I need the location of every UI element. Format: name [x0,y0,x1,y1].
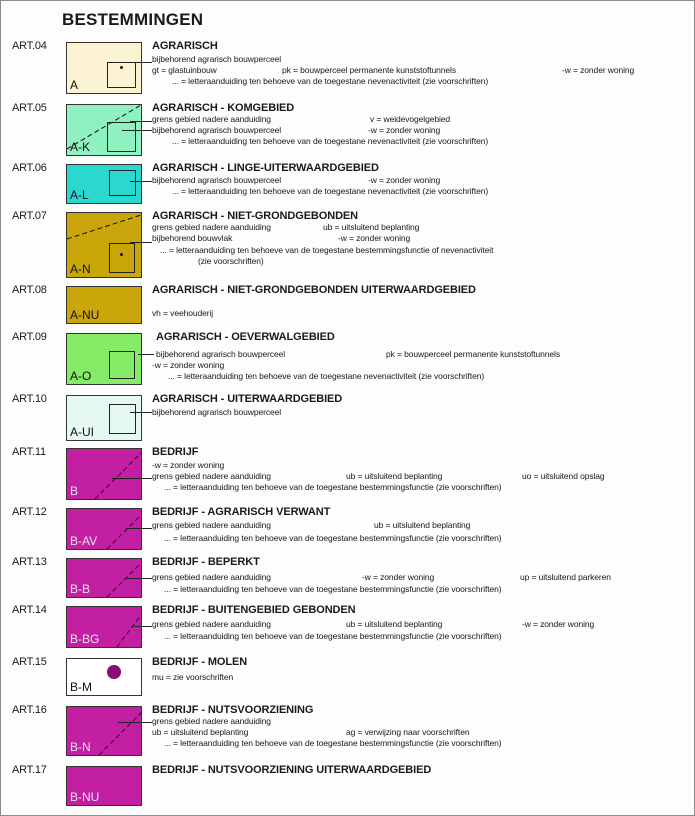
legend-line: pk = bouwperceel permanente kunststoftunnels [282,65,456,75]
zone-code: B-N [70,740,91,754]
zone-swatch [66,658,142,696]
zone-code: A-NU [70,308,100,322]
article-number: ART.16 [12,704,47,716]
zone-code: B-M [70,680,92,694]
bouwvlak-dot [120,253,123,256]
zone-heading: BEDRIJF [152,446,199,458]
legend-line: grens gebied nadere aanduiding [152,572,271,582]
zone-code: A-N [70,262,91,276]
leader-line [112,478,152,479]
legend-line: -w = zonder woning [368,175,441,185]
zone-heading: AGRARISCH - LINGE-UITERWAARDGEBIED [152,162,379,174]
zone-heading: BEDRIJF - BEPERKT [152,556,260,568]
legend-line: ... = letteraanduiding ten behoeve van de toegestane bestemmingsfunctie (zie voorschriften) [164,631,502,641]
zone-heading: AGRARISCH - NIET-GRONDGEBONDEN [152,210,359,222]
zone-heading: AGRARISCH - OEVERWALGEBIED [156,331,335,343]
legend-line: ub = uitsluitend beplanting [346,619,443,629]
legend-title: BESTEMMINGEN [62,10,204,29]
article-number: ART.12 [12,506,47,518]
article-number: ART.09 [12,331,47,343]
zone-swatch [66,448,142,500]
legend-line: ... = letteraanduiding ten behoeve van de toegestane bestemmingsfunctie (zie voorschriften) [164,738,502,748]
bouwperceel-symbol [107,122,136,152]
zone-code: B-AV [70,534,98,548]
leader-line [122,62,152,63]
legend-line: bijbehorend agrarisch bouwperceel [152,175,282,185]
zone-heading: AGRARISCH [152,40,218,52]
leader-line [118,722,152,723]
legend-line: ... = letteraanduiding ten behoeve van de toegestane nevenactiviteit (zie voorschriften) [168,371,485,381]
article-number: ART.06 [12,162,47,174]
legend-line: ... = letteraanduiding ten behoeve van de toegestane bestemmingsfunctie of nevenactiviteit [160,245,494,255]
legend-line: -w = zonder woning [522,619,595,629]
legend-line: grens gebied nadere aanduiding [152,222,271,232]
legend-line: -w = zonder woning [152,460,225,470]
zone-code: B-NU [70,790,100,804]
article-number: ART.07 [12,210,47,222]
article-number: ART.15 [12,656,47,668]
zone-code: B [70,484,79,498]
legend-line: ... = letteraanduiding ten behoeve van de toegestane bestemmingsfunctie (zie voorschriften) [164,482,502,492]
leader-line [130,121,152,122]
windmill-dot-icon [107,665,121,679]
legend-line: ... = letteraanduiding ten behoeve van de toegestane nevenactiviteit (zie voorschriften) [172,76,489,86]
article-number: ART.11 [12,446,46,458]
article-number: ART.13 [12,556,47,568]
legend-line: gt = glastuinbouw [152,65,217,75]
legend-line: ... = letteraanduiding ten behoeve van de toegestane bestemmingsfunctie (zie voorschriften) [164,584,502,594]
zone-heading: BEDRIJF - NUTSVOORZIENING UITERWAARDGEBIED [152,764,432,776]
zone-code: A [70,78,79,92]
legend-line: -w = zonder woning [152,360,225,370]
legend-line: ag = verwijzing naar voorschriften [346,727,470,737]
zone-code: B-B [70,582,91,596]
article-number: ART.04 [12,40,47,52]
leader-line [126,528,152,529]
leader-line [130,181,152,182]
legend-line: ub = uitsluitend beplanting [323,222,420,232]
zone-code: A-UI [70,425,94,439]
legend-line: grens gebied nadere aanduiding [152,716,271,726]
zone-code: B-BG [70,632,100,646]
legend-line: -w = zonder woning [362,572,435,582]
legend-line: vh = veehouderij [152,308,214,318]
article-number: ART.17 [12,764,47,776]
zone-heading: AGRARISCH - KOMGEBIED [152,102,295,114]
bouwperceel-dot [120,66,123,69]
zone-code: A-K [70,140,91,154]
zone-code: A-O [70,369,92,383]
legend-line: grens gebied nadere aanduiding [152,619,271,629]
legend-line: grens gebied nadere aanduiding [152,471,271,481]
zone-swatch [66,286,142,324]
legend-line: mu = zie voorschriften [152,672,234,682]
bouwvlak-symbol [109,243,135,273]
bouwperceel-symbol [109,351,135,379]
article-number: ART.14 [12,604,47,616]
bouwperceel-symbol [109,170,136,196]
legend-line: ub = uitsluitend beplanting [152,727,249,737]
zone-swatch [66,212,142,278]
zone-swatch [66,395,142,441]
legend-line: -w = zonder woning [368,125,441,135]
zone-swatch [66,706,142,756]
leader-line [126,578,152,579]
legend-line: bijbehorend agrarisch bouwperceel [156,349,286,359]
zone-heading: AGRARISCH - NIET-GRONDGEBONDEN UITERWAARDGEBIED [152,284,476,296]
legend-line: up = uitsluitend parkeren [520,572,611,582]
legend-line: bijbehorend agrarisch bouwperceel [152,125,282,135]
leader-line [130,412,152,413]
zone-heading: BEDRIJF - NUTSVOORZIENING [152,704,314,716]
legend-line: v = weidevogelgebied [370,114,450,124]
zone-swatch [66,164,142,204]
legend-line: grens gebied nadere aanduiding [152,520,271,530]
leader-line [138,354,154,355]
leader-line [130,242,152,243]
legend-line: ... = letteraanduiding ten behoeve van de toegestane bestemmingsfunctie (zie voorschriften) [164,533,502,543]
article-number: ART.08 [12,284,47,296]
zone-swatch [66,766,142,806]
zone-heading: AGRARISCH - UITERWAARDGEBIED [152,393,343,405]
article-number: ART.05 [12,102,47,114]
legend-line: ub = uitsluitend beplanting [374,520,471,530]
legend-line: -w = zonder woning [562,65,635,75]
legend-line: ... = letteraanduiding ten behoeve van de toegestane nevenactiviteit (zie voorschriften) [172,186,489,196]
legend-line: ub = uitsluitend beplanting [346,471,443,481]
legend-line: bijbehorend agrarisch bouwperceel [152,54,282,64]
legend-line: uo = uitsluitend opslag [522,471,605,481]
zone-heading: BEDRIJF - AGRARISCH VERWANT [152,506,331,518]
legend-line: bijbehorend agrarisch bouwperceel [152,407,282,417]
zone-swatch [66,508,142,550]
zone-swatch [66,333,142,385]
boundary-dashes [67,449,141,499]
zone-swatch [66,42,142,94]
zone-code: A-L [70,188,89,202]
article-number: ART.10 [12,393,47,405]
legend-line: pk = bouwperceel permanente kunststoftunnels [386,349,560,359]
legend-line: ... = letteraanduiding ten behoeve van de toegestane nevenactiviteit (zie voorschriften) [172,136,489,146]
legend-line: (zie voorschriften) [198,256,264,266]
zone-heading: BEDRIJF - MOLEN [152,656,248,668]
legend-line: -w = zonder woning [338,233,411,243]
leader-line [134,626,152,627]
legend-line: grens gebied nadere aanduiding [152,114,271,124]
leader-line [122,130,152,131]
bouwperceel-symbol [109,404,136,434]
zone-heading: BEDRIJF - BUITENGEBIED GEBONDEN [152,604,356,616]
legend-line: bijbehorend bouwvlak [152,233,233,243]
zone-swatch [66,606,142,648]
